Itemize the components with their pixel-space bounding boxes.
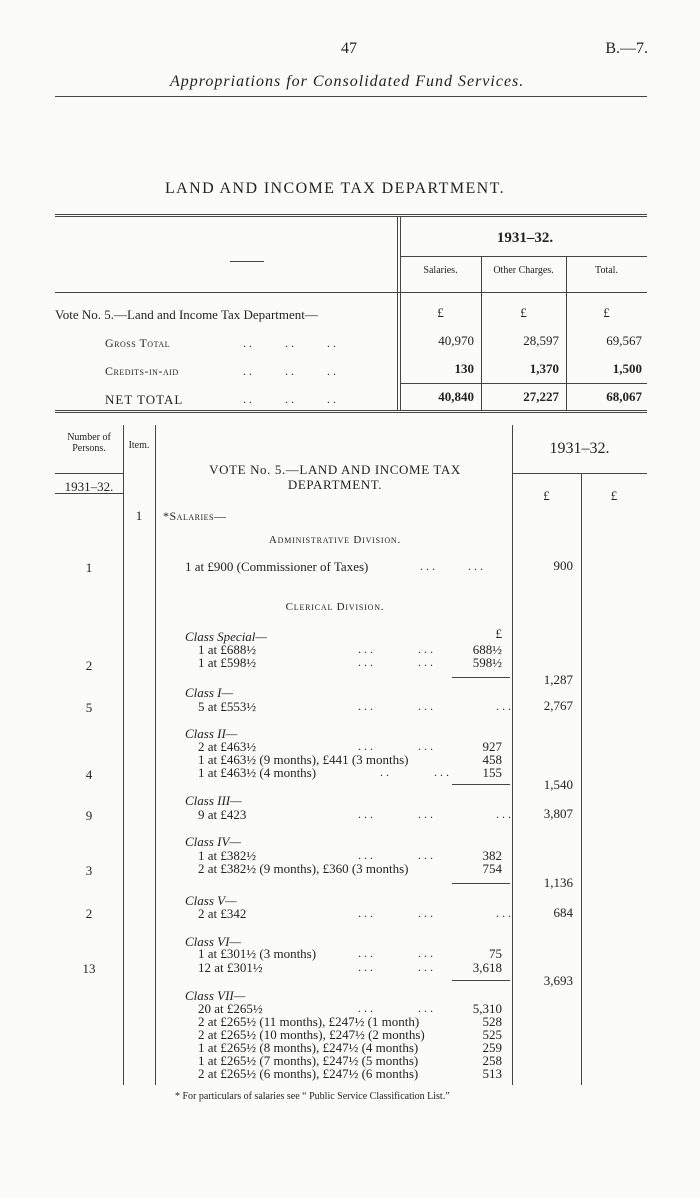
class-4-value: 382 bbox=[482, 848, 502, 863]
class-2-heading: Class II— bbox=[185, 726, 238, 741]
class-6-line: 12 at £301½ bbox=[198, 960, 263, 975]
class-7-line: 20 at £265½ bbox=[198, 1001, 263, 1016]
page-number: 47 bbox=[341, 40, 357, 57]
col-header-persons: Number of Persons. bbox=[67, 432, 111, 454]
class-3-line: 9 at £423 bbox=[198, 807, 247, 822]
col-header-item: Item. bbox=[128, 440, 150, 451]
class-4-line: 2 at £382½ (9 months), £360 (3 months) bbox=[198, 861, 409, 876]
class-7-value: 525 bbox=[482, 1027, 502, 1042]
class-6-total: 3,693 bbox=[543, 973, 573, 988]
class-6-persons: 13 bbox=[82, 961, 96, 976]
class-special-value: 598½ bbox=[472, 655, 502, 670]
class-1-heading: Class I— bbox=[185, 685, 234, 700]
class-1-persons: 5 bbox=[85, 700, 93, 715]
admin-amount: 900 bbox=[553, 558, 573, 573]
class-7-line: 2 at £265½ (10 months), £247½ (2 months) bbox=[198, 1027, 425, 1042]
class-2-value: 155 bbox=[482, 765, 502, 780]
department-title: LAND AND INCOME TAX DEPARTMENT. bbox=[165, 180, 505, 197]
class-special-total: 1,287 bbox=[543, 672, 573, 687]
class-7-value: 528 bbox=[482, 1014, 502, 1029]
class-4-heading: Class IV— bbox=[185, 834, 241, 849]
currency-total: £ bbox=[603, 305, 610, 320]
admin-line: 1 at £900 (Commissioner of Taxes) bbox=[185, 559, 369, 574]
summary-dash bbox=[230, 261, 264, 262]
vote-label: Vote No. 5.—Land and Income Tax Department— bbox=[55, 307, 318, 322]
running-title: Appropriations for Consolidated Fund Services. bbox=[170, 73, 525, 90]
class-5-heading: Class V— bbox=[185, 893, 237, 908]
currency-other: £ bbox=[520, 305, 527, 320]
item-number: 1 bbox=[135, 508, 143, 523]
persons-year: 1931–32. bbox=[64, 479, 114, 494]
document-reference: B.—7. bbox=[605, 40, 648, 57]
clerical-division-heading: Clerical Division. bbox=[285, 601, 385, 613]
col-header-total: Total. bbox=[595, 265, 618, 276]
administrative-division-heading: Administrative Division. bbox=[268, 534, 402, 546]
class-special-pound: £ bbox=[495, 626, 502, 641]
col-header-other-charges: Other Charges. bbox=[493, 265, 554, 276]
class-3-heading: Class III— bbox=[185, 793, 242, 808]
class-4-value: 754 bbox=[482, 861, 502, 876]
class-2-line: 2 at £463½ bbox=[198, 739, 257, 754]
class-special-persons: 2 bbox=[85, 658, 93, 673]
salaries-heading: *Salaries— bbox=[163, 509, 227, 523]
summary-year: 1931–32. bbox=[496, 230, 554, 246]
class-2-value: 927 bbox=[482, 739, 502, 754]
vote-title-line-1: VOTE No. 5.—LAND AND INCOME TAX bbox=[209, 462, 461, 477]
class-7-line: 2 at £265½ (11 months), £247½ (1 month) bbox=[198, 1014, 420, 1029]
currency-salaries: £ bbox=[437, 305, 444, 320]
class-2-value: 458 bbox=[482, 752, 502, 767]
class-2-line: 1 at £463½ (4 months) bbox=[198, 765, 317, 780]
class-7-line: 1 at £265½ (8 months), £247½ (4 months) bbox=[198, 1040, 419, 1055]
class-7-value: 259 bbox=[482, 1040, 502, 1055]
class-2-persons: 4 bbox=[85, 767, 93, 782]
class-5-line: 2 at £342 bbox=[198, 906, 247, 921]
class-7-value: 5,310 bbox=[472, 1001, 502, 1016]
class-special-line: 1 at £688½ bbox=[198, 642, 257, 657]
detail-pound-a: £ bbox=[543, 488, 550, 503]
amounts-year: 1931–32. bbox=[549, 440, 610, 457]
class-1-line: 5 at £553½ bbox=[198, 699, 257, 714]
class-6-value: 3,618 bbox=[472, 960, 502, 975]
class-7-value: 513 bbox=[482, 1066, 502, 1081]
detail-pound-b: £ bbox=[610, 488, 618, 503]
class-special-heading: Class Special— bbox=[185, 629, 267, 644]
class-4-line: 1 at £382½ bbox=[198, 848, 257, 863]
class-7-value: 258 bbox=[482, 1053, 502, 1068]
class-7-line: 1 at £265½ (7 months), £247½ (5 months) bbox=[198, 1053, 419, 1068]
class-3-total: 3,807 bbox=[543, 806, 573, 821]
col-header-salaries: Salaries. bbox=[423, 265, 458, 276]
class-4-total: 1,136 bbox=[543, 875, 573, 890]
admin-persons: 1 bbox=[85, 560, 93, 575]
class-1-total: 2,767 bbox=[543, 698, 573, 713]
class-special-value: 688½ bbox=[472, 642, 502, 657]
class-special-line: 1 at £598½ bbox=[198, 655, 257, 670]
class-6-value: 75 bbox=[489, 946, 502, 961]
class-3-persons: 9 bbox=[85, 808, 93, 823]
header-rule bbox=[55, 96, 647, 97]
class-6-heading: Class VI— bbox=[185, 934, 241, 949]
footnote: * For particulars of salaries see “ Public Service Classification List.” bbox=[175, 1091, 450, 1102]
class-7-heading: Class VII— bbox=[185, 988, 246, 1003]
class-2-total: 1,540 bbox=[543, 777, 573, 792]
class-5-persons: 2 bbox=[85, 906, 93, 921]
class-6-line: 1 at £301½ (3 months) bbox=[198, 946, 317, 961]
class-4-persons: 3 bbox=[85, 863, 93, 878]
vote-title-line-2: DEPARTMENT. bbox=[287, 477, 383, 492]
class-5-total: 684 bbox=[553, 905, 573, 920]
class-7-line: 2 at £265½ (6 months), £247½ (6 months) bbox=[198, 1066, 419, 1081]
class-2-line: 1 at £463½ (9 months), £441 (3 months) bbox=[198, 752, 409, 767]
